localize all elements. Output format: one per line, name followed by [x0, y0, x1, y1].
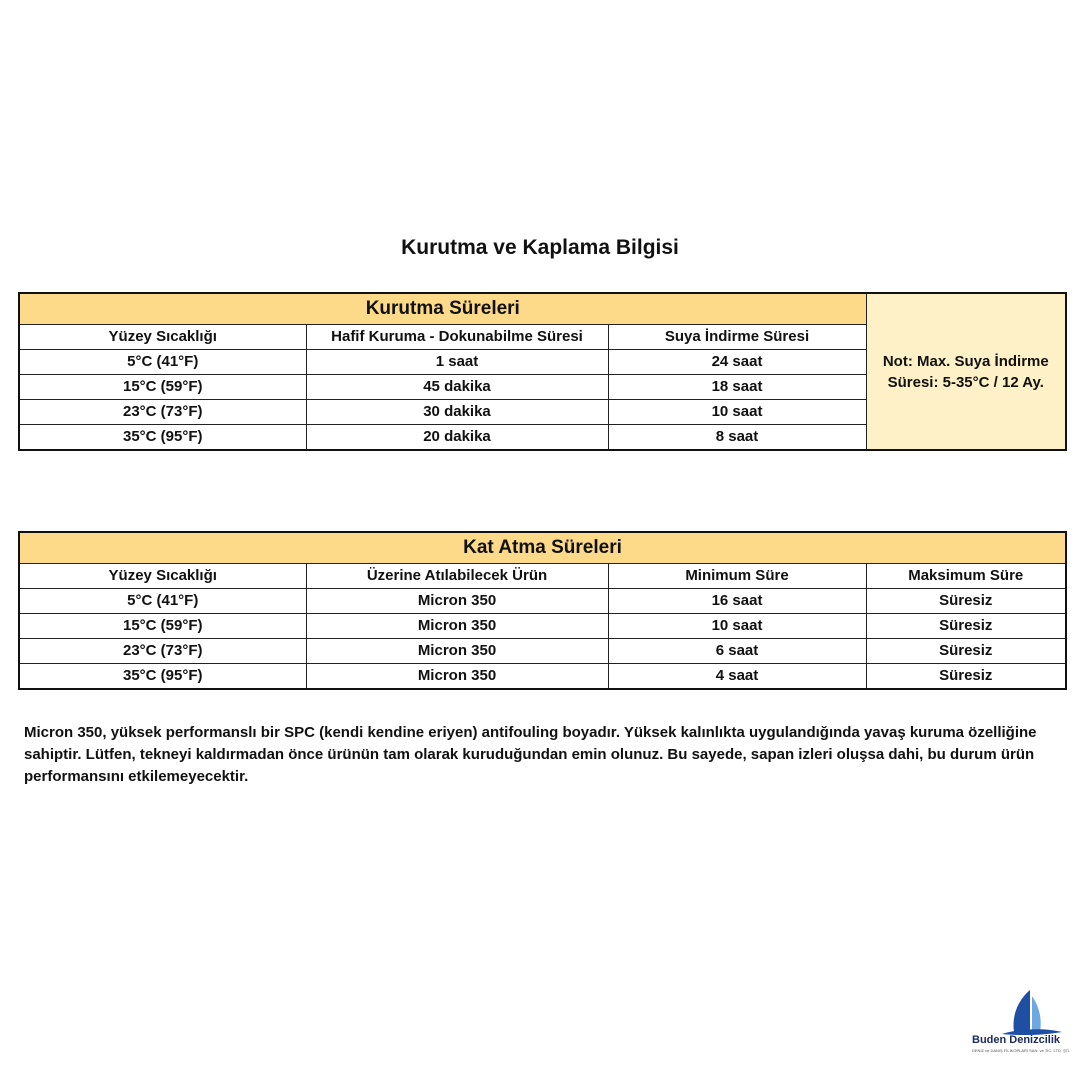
table-cell: Micron 350 [306, 639, 608, 664]
table-cell: 15°C (59°F) [19, 375, 306, 400]
table-cell: 23°C (73°F) [19, 639, 306, 664]
column-header: Suya İndirme Süresi [608, 325, 866, 350]
table-cell: 23°C (73°F) [19, 400, 306, 425]
table-cell: 6 saat [608, 639, 866, 664]
company-logo [972, 988, 1072, 1068]
drying-note: Not: Max. Suya İndirme Süresi: 5-35°C / 12 Ay. [866, 293, 1066, 450]
table-cell: 5°C (41°F) [19, 589, 306, 614]
table-cell: 4 saat [608, 664, 866, 690]
page-title: Kurutma ve Kaplama Bilgisi [401, 236, 679, 259]
table-row [19, 614, 1066, 639]
drying-table [18, 292, 1067, 451]
sailboat-icon [972, 988, 1072, 1038]
table-cell: 24 saat [608, 350, 866, 375]
recoat-table [18, 531, 1067, 690]
table-cell: 16 saat [608, 589, 866, 614]
table-cell: 5°C (41°F) [19, 350, 306, 375]
table-cell: Micron 350 [306, 589, 608, 614]
logo-subtitle: DENİZ ve DANIŞ FİLİKOPLARI SAN. ve TİC. LTD. ŞTİ. [972, 1048, 1071, 1053]
table-cell: Süresiz [866, 664, 1066, 690]
recoat-heading: Kat Atma Süreleri [19, 532, 1066, 564]
column-header: Maksimum Süre [866, 564, 1066, 589]
table-cell: 1 saat [306, 350, 608, 375]
table-cell: 10 saat [608, 400, 866, 425]
column-header: Yüzey Sıcaklığı [19, 325, 306, 350]
table-cell: 10 saat [608, 614, 866, 639]
table-row [19, 589, 1066, 614]
table-cell: 35°C (95°F) [19, 664, 306, 690]
column-header: Üzerine Atılabilecek Ürün [306, 564, 608, 589]
table-cell: 15°C (59°F) [19, 614, 306, 639]
product-description: Micron 350, yüksek performanslı bir SPC (kendi kendine eriyen) antifouling boyadır. Yüksek kalınlıkta uygulandığında yavaş kuruma özelliğine sahiptir. Lütfen, tekneyi kaldırmadan önce ürünün tam olarak kuruduğundan emin olunuz. Bu sayede, sapan izleri oluşsa dahi, bu durum ürün performansını etkilemeyecektir. [24, 724, 1037, 785]
table-cell: 18 saat [608, 375, 866, 400]
table-cell: 35°C (95°F) [19, 425, 306, 451]
table-row [19, 664, 1066, 690]
table-cell: 30 dakika [306, 400, 608, 425]
table-cell: 8 saat [608, 425, 866, 451]
table-cell: Micron 350 [306, 614, 608, 639]
column-header: Minimum Süre [608, 564, 866, 589]
table-cell: 45 dakika [306, 375, 608, 400]
table-cell: Süresiz [866, 589, 1066, 614]
table-cell: 20 dakika [306, 425, 608, 451]
recoat-header-row [19, 564, 1066, 589]
column-header: Hafif Kuruma - Dokunabilme Süresi [306, 325, 608, 350]
table-row [19, 639, 1066, 664]
drying-heading: Kurutma Süreleri [19, 293, 866, 325]
table-cell: Süresiz [866, 639, 1066, 664]
column-header: Yüzey Sıcaklığı [19, 564, 306, 589]
table-cell: Süresiz [866, 614, 1066, 639]
logo-name: Buden Denizcilik [972, 1034, 1061, 1046]
table-cell: Micron 350 [306, 664, 608, 690]
